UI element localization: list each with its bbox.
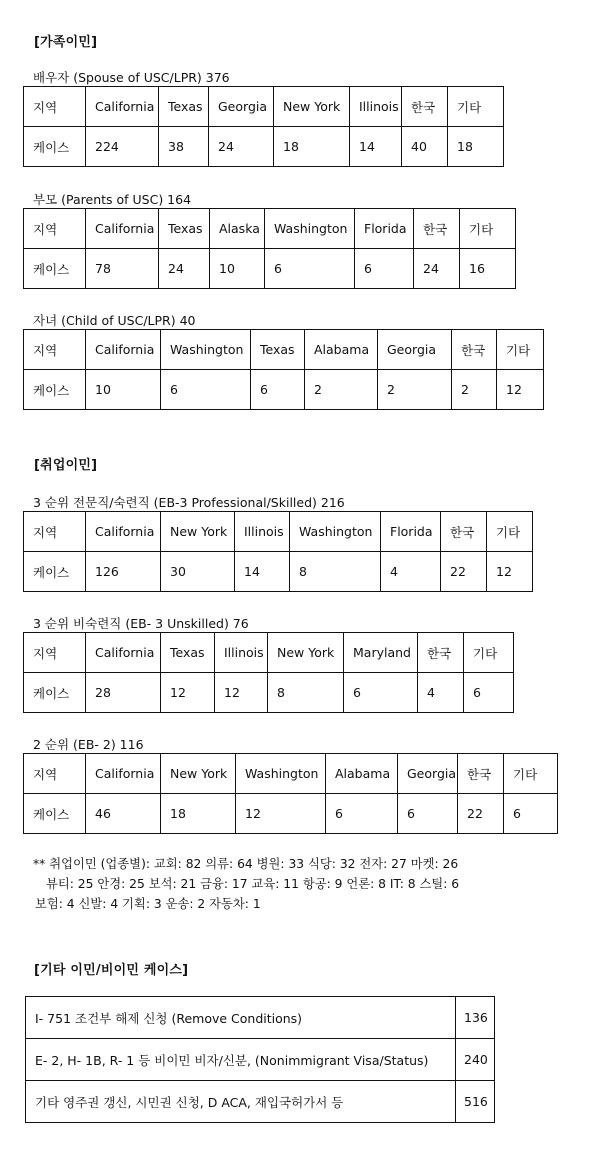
- eb3-unskilled-table: [23, 632, 514, 713]
- case-count-cell: 8: [268, 673, 344, 713]
- region-cell: California: [86, 330, 161, 370]
- child-table-caption: 자녀 (Child of USC/LPR) 40: [33, 313, 196, 328]
- case-count-cell: 6: [464, 673, 514, 713]
- case-count-cell: 12: [161, 673, 215, 713]
- region-cell: New York: [268, 633, 344, 673]
- region-cell: Texas: [251, 330, 305, 370]
- case-type-count: 516: [456, 1081, 495, 1123]
- case-count-cell: 2: [378, 370, 452, 410]
- region-cell: Maryland: [344, 633, 418, 673]
- table-row: [24, 249, 516, 289]
- region-cell: New York: [161, 754, 236, 794]
- case-count-cell: 10: [210, 249, 265, 289]
- region-cell: California: [86, 87, 159, 127]
- case-count-cell: 18: [161, 794, 236, 834]
- case-count-cell: 18: [274, 127, 350, 167]
- region-cell: Illinois: [350, 87, 402, 127]
- case-count-cell: 24: [159, 249, 210, 289]
- region-cell: 기타: [497, 330, 544, 370]
- case-count-cell: 30: [161, 552, 235, 592]
- case-count-cell: 18: [448, 127, 504, 167]
- case-count-cell: 12: [236, 794, 326, 834]
- case-type-count: 136: [456, 997, 495, 1039]
- table-row: [24, 330, 544, 370]
- region-cell: Texas: [159, 87, 209, 127]
- note-line: 보험: 4 신발: 4 기획: 3 운송: 2 자동차: 1: [35, 897, 261, 911]
- region-cell: Alabama: [305, 330, 378, 370]
- parents-table-caption: 부모 (Parents of USC) 164: [33, 192, 192, 207]
- case-count-cell: 2: [452, 370, 497, 410]
- region-cell: 기타: [487, 512, 533, 552]
- case-count-cell: 46: [86, 794, 161, 834]
- region-header-cell: 지역: [24, 754, 86, 794]
- note-line: 뷰티: 25 안경: 25 보석: 21 금융: 17 교육: 11 항공: 9 언론: 8 IT: 8 스틸: 6: [46, 877, 460, 891]
- cases-header-cell: 케이스: [24, 370, 86, 410]
- table-row: [24, 633, 514, 673]
- region-cell: California: [86, 754, 161, 794]
- region-cell: New York: [274, 87, 350, 127]
- region-cell: 기타: [448, 87, 504, 127]
- case-count-cell: 6: [161, 370, 251, 410]
- region-cell: Washington: [290, 512, 381, 552]
- eb2-table-caption: 2 순위 (EB- 2) 116: [33, 737, 144, 752]
- employment-section-title: [취업이민]: [34, 458, 98, 473]
- case-count-cell: 12: [497, 370, 544, 410]
- region-cell: Florida: [381, 512, 441, 552]
- region-cell: Georgia: [398, 754, 458, 794]
- spouse-table: [23, 86, 504, 167]
- other-section-title: [기타 이민/비이민 케이스]: [34, 963, 189, 978]
- region-cell: 기타: [464, 633, 514, 673]
- case-count-cell: 6: [504, 794, 558, 834]
- employment-industry-note: [33, 854, 593, 914]
- region-cell: 한국: [418, 633, 464, 673]
- table-row: [24, 127, 504, 167]
- case-count-cell: 6: [344, 673, 418, 713]
- case-count-cell: 12: [487, 552, 533, 592]
- spouse-table-caption: 배우자 (Spouse of USC/LPR) 376: [33, 70, 230, 85]
- table-row: [24, 794, 558, 834]
- region-cell: Georgia: [209, 87, 274, 127]
- case-count-cell: 12: [215, 673, 268, 713]
- case-count-cell: 14: [235, 552, 290, 592]
- region-cell: Alabama: [326, 754, 398, 794]
- region-cell: 한국: [458, 754, 504, 794]
- region-cell: Texas: [161, 633, 215, 673]
- region-cell: 기타: [504, 754, 558, 794]
- case-count-cell: 22: [441, 552, 487, 592]
- region-cell: 한국: [414, 209, 460, 249]
- region-cell: 한국: [452, 330, 497, 370]
- cases-header-cell: 케이스: [24, 794, 86, 834]
- region-header-cell: 지역: [24, 633, 86, 673]
- region-cell: Georgia: [378, 330, 452, 370]
- region-cell: Washington: [236, 754, 326, 794]
- region-cell: California: [86, 512, 161, 552]
- region-cell: Florida: [355, 209, 414, 249]
- case-count-cell: 224: [86, 127, 159, 167]
- case-count-cell: 8: [290, 552, 381, 592]
- case-count-cell: 38: [159, 127, 209, 167]
- region-cell: Alaska: [210, 209, 265, 249]
- table-row: [24, 209, 516, 249]
- case-count-cell: 2: [305, 370, 378, 410]
- case-count-cell: 24: [414, 249, 460, 289]
- table-row: [24, 370, 544, 410]
- region-header-cell: 지역: [24, 209, 86, 249]
- region-cell: Illinois: [235, 512, 290, 552]
- table-row: [24, 673, 514, 713]
- case-type-count: 240: [456, 1039, 495, 1081]
- table-row: [26, 997, 495, 1039]
- parents-table: [23, 208, 516, 289]
- table-row: [24, 552, 533, 592]
- region-cell: Texas: [159, 209, 210, 249]
- case-count-cell: 24: [209, 127, 274, 167]
- table-row: [24, 87, 504, 127]
- region-cell: Washington: [265, 209, 355, 249]
- region-cell: California: [86, 209, 159, 249]
- case-count-cell: 126: [86, 552, 161, 592]
- cases-header-cell: 케이스: [24, 127, 86, 167]
- cases-header-cell: 케이스: [24, 249, 86, 289]
- region-cell: 한국: [402, 87, 448, 127]
- case-count-cell: 16: [460, 249, 516, 289]
- table-row: [24, 754, 558, 794]
- region-cell: Washington: [161, 330, 251, 370]
- case-count-cell: 6: [398, 794, 458, 834]
- case-type-label: I- 751 조건부 해제 신청 (Remove Conditions): [26, 997, 456, 1039]
- table-row: [26, 1039, 495, 1081]
- region-cell: 기타: [460, 209, 516, 249]
- case-count-cell: 40: [402, 127, 448, 167]
- case-count-cell: 6: [326, 794, 398, 834]
- region-cell: California: [86, 633, 161, 673]
- eb2-table: [23, 753, 558, 834]
- region-header-cell: 지역: [24, 512, 86, 552]
- case-count-cell: 4: [381, 552, 441, 592]
- child-table: [23, 329, 544, 410]
- case-count-cell: 6: [265, 249, 355, 289]
- region-cell: New York: [161, 512, 235, 552]
- table-row: [24, 512, 533, 552]
- case-type-label: 기타 영주권 갱신, 시민권 신청, D ACA, 재입국허가서 등: [26, 1081, 456, 1123]
- table-row: [26, 1081, 495, 1123]
- region-cell: 한국: [441, 512, 487, 552]
- case-count-cell: 28: [86, 673, 161, 713]
- case-count-cell: 4: [418, 673, 464, 713]
- case-count-cell: 6: [251, 370, 305, 410]
- note-line: ** 취업이민 (업종별): 교회: 82 의류: 64 병원: 33 식당: 32 전자: 27 마켓: 26: [33, 857, 459, 871]
- case-count-cell: 14: [350, 127, 402, 167]
- case-type-label: E- 2, H- 1B, R- 1 등 비이민 비자/신분, (Nonimmigrant Visa/Status): [26, 1039, 456, 1081]
- region-header-cell: 지역: [24, 87, 86, 127]
- eb3-skilled-table-caption: 3 순위 전문직/숙련직 (EB-3 Professional/Skilled) 216: [33, 495, 345, 510]
- case-count-cell: 78: [86, 249, 159, 289]
- family-section-title: [가족이민]: [34, 35, 98, 50]
- case-count-cell: 22: [458, 794, 504, 834]
- cases-header-cell: 케이스: [24, 552, 86, 592]
- region-header-cell: 지역: [24, 330, 86, 370]
- other-cases-table: [25, 996, 495, 1123]
- region-cell: Illinois: [215, 633, 268, 673]
- eb3-skilled-table: [23, 511, 533, 592]
- cases-header-cell: 케이스: [24, 673, 86, 713]
- eb3-unskilled-table-caption: 3 순위 비숙련직 (EB- 3 Unskilled) 76: [33, 616, 249, 631]
- case-count-cell: 6: [355, 249, 414, 289]
- case-count-cell: 10: [86, 370, 161, 410]
